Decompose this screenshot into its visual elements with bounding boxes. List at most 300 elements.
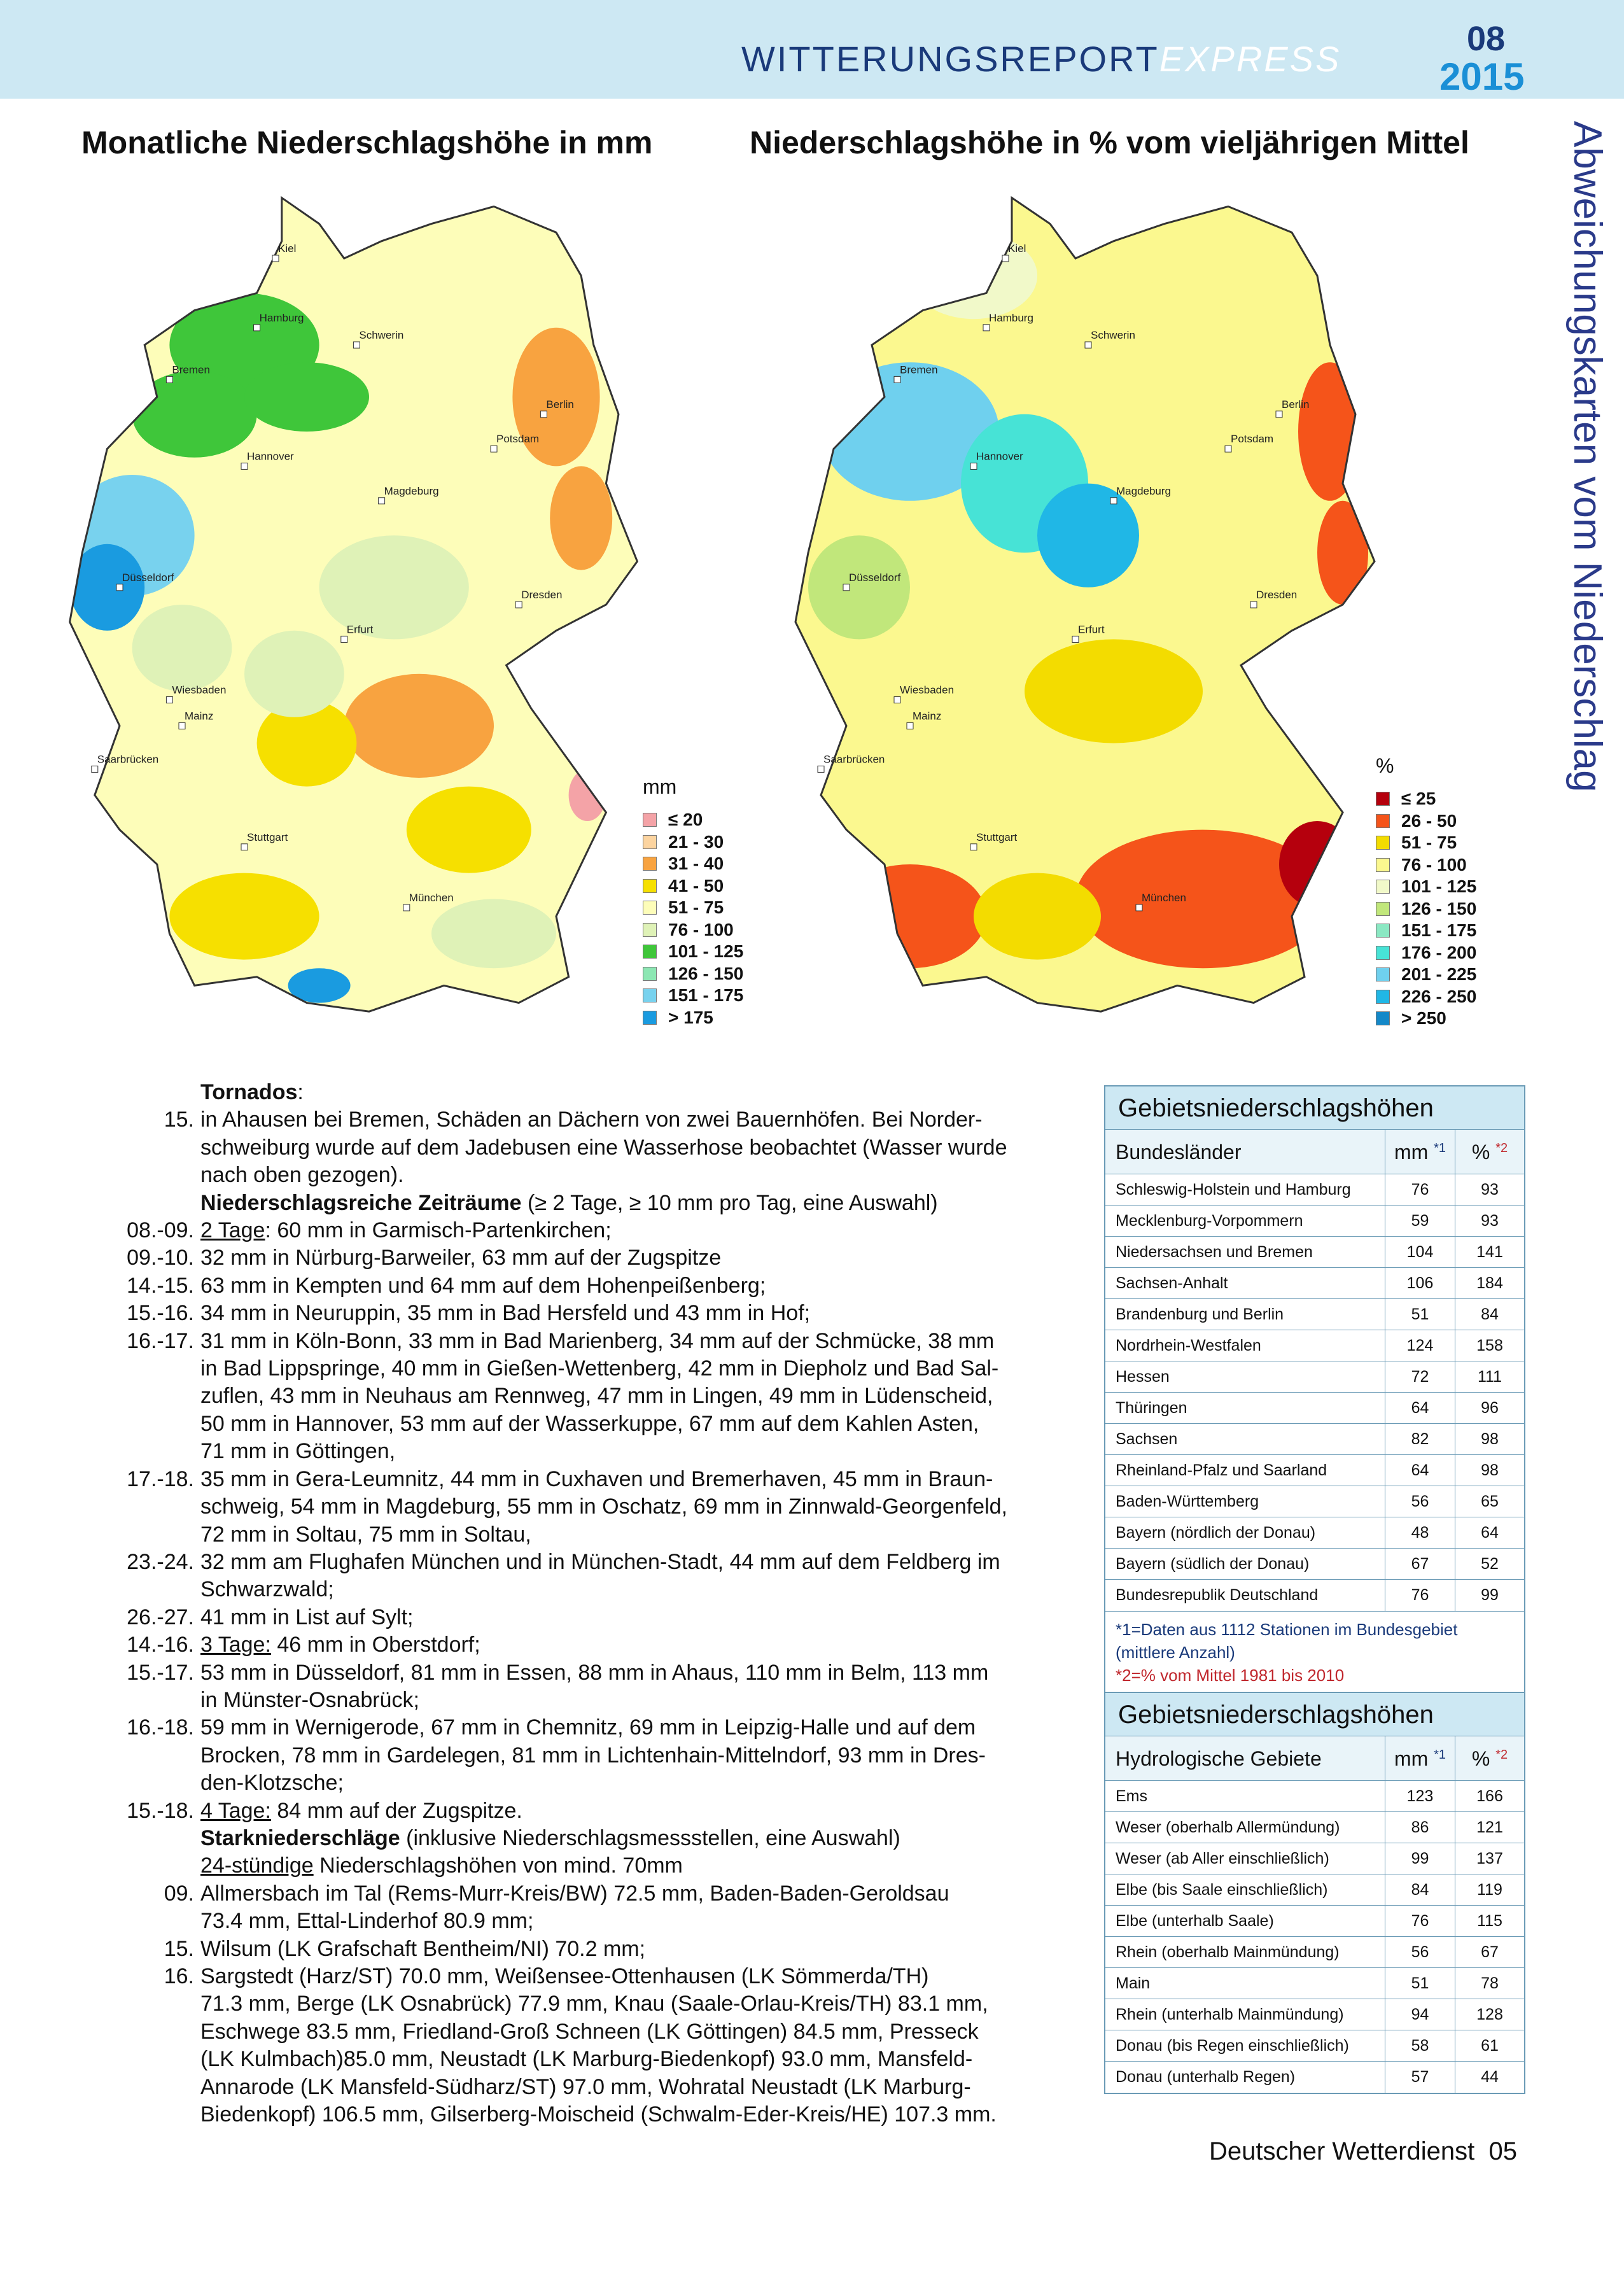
issue-year: 2015 <box>1439 55 1525 98</box>
table-header <box>1105 1736 1524 1781</box>
table-cell: 137 <box>1476 1850 1503 1867</box>
city-marker <box>1225 446 1231 452</box>
col-mm: mm $^{*1}$ <box>1385 1130 1455 1174</box>
legend-unit: % <box>1376 754 1394 777</box>
legend-item <box>1376 876 1476 898</box>
city-marker <box>515 601 522 608</box>
city-marker <box>894 376 900 383</box>
table-row <box>1105 1906 1524 1937</box>
text-line: Tornados: <box>200 1080 304 1104</box>
legend-percent <box>1376 754 1476 1030</box>
city-label: Hamburg <box>259 311 304 324</box>
city-marker <box>1250 601 1257 608</box>
map-area <box>244 362 369 432</box>
table-row <box>1105 1812 1524 1843</box>
table-cell: Niedersachsen und Bremen <box>1105 1237 1385 1267</box>
text-line: 15.-16. 34 mm in Neuruppin, 35 mm in Bad Hersfeld und 43 mm in Hof; <box>95 1300 1088 1327</box>
table-cell: 84 <box>1385 1874 1455 1905</box>
text-line: Starkniederschläge (inklusive Niederschlagsmessstellen, eine Auswahl) <box>200 1825 900 1850</box>
legend-swatch <box>1376 858 1390 872</box>
city-label: Schwerin <box>359 329 404 341</box>
text-line: 16.-17. 31 mm in Köln-Bonn, 33 mm in Bad Marienberg, 34 mm auf der Schmücke, 38 mm <box>95 1328 1088 1355</box>
legend-swatch <box>643 901 657 915</box>
table-row <box>1105 1937 1524 1968</box>
city-marker <box>907 722 913 729</box>
text-line: 15. in Ahausen bei Bremen, Schäden an Dächern von zwei Bauernhöfen. Bei Norder- <box>95 1106 1088 1134</box>
legend-label: 76 - 100 <box>668 919 734 939</box>
table-row <box>1105 1268 1524 1299</box>
text-line: 15.-17. 53 mm in Düsseldorf, 81 mm in Essen, 88 mm in Ahaus, 110 mm in Belm, 113 mm <box>95 1659 1088 1687</box>
table-row <box>1105 1486 1524 1517</box>
date-range: 15.-16. <box>127 1301 194 1326</box>
text-line: 71.3 mm, Berge (LK Osnabrück) 77.9 mm, Knau (Saale-Orlau-Kreis/TH) 83.1 mm, <box>200 1992 988 2016</box>
table-row <box>1105 1968 1524 1999</box>
city-label: Potsdam <box>1231 433 1274 446</box>
table-cell: 104 <box>1385 1237 1455 1267</box>
table-cell: Weser (oberhalb Allermündung) <box>1105 1812 1385 1843</box>
city-label: Kiel <box>278 243 297 255</box>
table-title: Gebietsniederschlagshöhen <box>1105 1693 1524 1736</box>
city-marker <box>341 636 347 642</box>
table-row <box>1105 1299 1524 1330</box>
map-area <box>244 631 344 717</box>
legend-item <box>643 1007 743 1029</box>
city-marker <box>241 844 248 850</box>
table-cell: 64 <box>1385 1393 1455 1423</box>
date-range: 15. <box>164 1936 194 1961</box>
legend-swatch <box>643 813 657 827</box>
table-cell: 124 <box>1385 1330 1455 1361</box>
table-row <box>1105 1517 1524 1549</box>
city-label: Bremen <box>900 363 938 376</box>
table-cell: 115 <box>1477 1912 1502 1930</box>
text-line: Eschwege 83.5 mm, Friedland-Groß Schneen (LK Göttingen) 84.5 mm, Presseck <box>200 2019 979 2044</box>
table-cell: 56 <box>1385 1937 1455 1967</box>
city-label: Hannover <box>247 450 294 463</box>
germany-map <box>57 172 681 1037</box>
date-range: 17.-18. <box>127 1466 194 1491</box>
city-label: Stuttgart <box>976 831 1018 843</box>
table-cell: Bayern (südlich der Donau) <box>1105 1549 1385 1579</box>
table-row <box>1105 1455 1524 1486</box>
city-marker <box>353 342 360 348</box>
map-area <box>319 535 469 639</box>
text-line: schweiburg wurde auf dem Jadebusen eine Wasserhose beobachtet (Wasser wurde <box>200 1135 1007 1160</box>
text-line: 09.-10. 32 mm in Nürburg-Barweiler, 63 mm auf der Zugspitze <box>95 1244 1088 1272</box>
city-label: München <box>409 892 454 904</box>
text-line: 50 mm in Hannover, 53 mm auf der Wasserkuppe, 67 mm auf dem Kahlen Asten, <box>200 1411 979 1436</box>
table-cell: Sachsen-Anhalt <box>1105 1268 1385 1298</box>
legend-swatch <box>643 988 657 1002</box>
text-line: Niederschlagsreiche Zeiträume (≥ 2 Tage, ≥ 10 mm pro Tag, eine Auswahl) <box>200 1190 938 1215</box>
date-range: 16. <box>164 1964 194 1988</box>
legend-label: 176 - 200 <box>1401 942 1477 962</box>
legend-item <box>643 831 743 854</box>
table-cell: 78 <box>1481 1974 1499 1992</box>
col-percent: % $^{*2}$ <box>1471 1747 1508 1770</box>
table-cell: 141 <box>1476 1243 1503 1261</box>
page-footer: Deutscher Wetterdienst 05 <box>1209 2137 1517 2165</box>
table-row <box>1105 2030 1524 2062</box>
legend-item <box>1376 788 1476 810</box>
legend-swatch <box>1376 1011 1390 1025</box>
city-label: Magdeburg <box>384 484 439 497</box>
table-row <box>1105 1549 1524 1580</box>
legend-label: 76 - 100 <box>1401 854 1467 875</box>
table-cell: Rhein (oberhalb Mainmündung) <box>1105 1937 1385 1967</box>
table-row <box>1105 1393 1524 1424</box>
legend-label: > 175 <box>668 1007 713 1027</box>
table-title: Gebietsniederschlagshöhen <box>1105 1086 1524 1130</box>
map-area <box>808 535 910 639</box>
legend-swatch <box>1376 880 1390 894</box>
table-cell: 44 <box>1481 2068 1499 2086</box>
map-area <box>999 752 1152 838</box>
map-area <box>1037 484 1139 587</box>
map-area <box>974 873 1101 960</box>
legend-item <box>1376 1008 1476 1030</box>
table-row <box>1105 1237 1524 1268</box>
map-left-title: Monatliche Niederschlagshöhe in mm <box>81 125 653 160</box>
legend-item <box>643 809 743 831</box>
date-range: 08.-09. <box>127 1218 194 1243</box>
table-cell: 111 <box>1477 1368 1502 1386</box>
table-cell: 51 <box>1385 1299 1455 1330</box>
city-marker <box>491 446 497 452</box>
table-cell: 99 <box>1481 1586 1499 1604</box>
legend-label: ≤ 20 <box>668 810 703 830</box>
map-area <box>512 328 599 467</box>
legend-label: 126 - 150 <box>1401 898 1477 918</box>
table-cell: 119 <box>1477 1881 1502 1899</box>
date-range: 15.-18. <box>127 1798 194 1823</box>
legend-swatch <box>643 857 657 871</box>
city-label: Magdeburg <box>1116 484 1172 497</box>
legend-unit: mm <box>643 775 677 798</box>
legend-swatch <box>1376 814 1390 828</box>
table-cell: 57 <box>1385 2062 1455 2093</box>
text-line: in Münster-Osnabrück; <box>200 1687 419 1712</box>
city-label: Berlin <box>546 398 574 411</box>
table-cell: Bundesrepublik Deutschland <box>1105 1580 1385 1611</box>
legend-swatch <box>1376 967 1390 981</box>
map-area <box>1317 501 1368 605</box>
table-cell: Baden-Württemberg <box>1105 1486 1385 1517</box>
table-cell: 93 <box>1481 1212 1499 1230</box>
legend-item <box>1376 854 1476 876</box>
table-hydrologische-gebiete <box>1104 1692 1525 2094</box>
city-marker <box>1085 342 1091 348</box>
text-line: Biedenkopf) 106.5 mm, Gilserberg-Moischeid (Schwalm-Eder-Kreis/HE) 107.3 mm. <box>200 2102 997 2127</box>
date-range: 15.-17. <box>127 1660 194 1685</box>
date-range: 16.-18. <box>127 1715 194 1740</box>
legend-swatch <box>1376 990 1390 1004</box>
legend-item <box>1376 810 1476 833</box>
table-cell: 123 <box>1385 1781 1455 1811</box>
map-area <box>344 674 494 778</box>
city-marker <box>970 844 977 850</box>
map-area <box>1025 639 1203 743</box>
city-marker <box>92 766 98 772</box>
legend-item <box>643 853 743 875</box>
city-label: Hannover <box>976 450 1023 463</box>
city-marker <box>179 722 185 729</box>
legend-item <box>643 963 743 985</box>
table-cell: 76 <box>1385 1906 1455 1936</box>
legend-label: 21 - 30 <box>668 831 724 852</box>
legend-swatch <box>643 945 657 959</box>
col-region: Hydrologische Gebiete <box>1105 1736 1385 1780</box>
table-cell: 76 <box>1385 1174 1455 1205</box>
text-line: Brocken, 78 mm in Gardelegen, 81 mm in Lichtenhain-Mittelndorf, 93 mm in Dres- <box>200 1743 986 1768</box>
legend-label: 151 - 175 <box>668 985 744 1006</box>
table-cell: 184 <box>1476 1274 1503 1292</box>
city-label: Wiesbaden <box>172 684 227 696</box>
text-line: in Bad Lippspringe, 40 mm in Gießen-Wettenberg, 42 mm in Diepholz und Bad Sal- <box>200 1356 999 1381</box>
city-marker <box>983 325 990 331</box>
table-cell: Bayern (nördlich der Donau) <box>1105 1517 1385 1548</box>
city-marker <box>241 463 248 469</box>
map-area <box>569 769 606 821</box>
table-row <box>1105 1424 1524 1455</box>
legend-swatch <box>1376 946 1390 960</box>
section-heading: Tornados <box>200 1080 298 1104</box>
col-mm: mm $^{*1}$ <box>1385 1736 1455 1780</box>
city-label: Hamburg <box>989 311 1033 324</box>
city-label: Saarbrücken <box>823 753 885 766</box>
text-line: 71 mm in Göttingen, <box>200 1439 396 1464</box>
col-region: Bundesländer <box>1105 1130 1385 1174</box>
city-marker <box>970 463 977 469</box>
text-line: Schwarzwald; <box>200 1577 334 1602</box>
city-label: Potsdam <box>496 433 540 446</box>
table-cell: 67 <box>1481 1943 1499 1961</box>
city-label: Düsseldorf <box>122 571 174 584</box>
text-line: 08.-09. 2 Tage: 60 mm in Garmisch-Partenkirchen; <box>95 1217 1088 1244</box>
map-area <box>132 605 232 691</box>
table-cell: 67 <box>1385 1549 1455 1579</box>
city-marker <box>1136 904 1142 911</box>
table-cell: 166 <box>1476 1787 1503 1805</box>
legend-item <box>1376 964 1476 986</box>
date-range: 09. <box>164 1881 194 1906</box>
table-cell: Main <box>1105 1968 1385 1999</box>
table-footnote: *1=Daten aus 1112 Stationen im Bundesgebiet (mittlere Anzahl) *2=% vom Mittel 1981 bis 2010 <box>1105 1611 1524 1693</box>
table-row <box>1105 1206 1524 1237</box>
city-marker <box>403 904 410 911</box>
table-cell: 93 <box>1481 1181 1499 1199</box>
text-line: zuflen, 43 mm in Neuhaus am Rennweg, 47 mm in Lingen, 49 mm in Lüdenscheid, <box>200 1384 993 1409</box>
table-cell: 76 <box>1385 1580 1455 1611</box>
map-area <box>132 371 257 458</box>
city-label: Erfurt <box>346 623 374 636</box>
text-line: 72 mm in Soltau, 75 mm in Soltau, <box>200 1522 531 1547</box>
date-range: 15. <box>164 1107 194 1132</box>
legend-item <box>643 919 743 941</box>
city-label: Mainz <box>913 710 942 722</box>
text-line: 17.-18. 35 mm in Gera-Leumnitz, 44 mm in Cuxhaven und Bremerhaven, 45 mm in Braun- <box>95 1466 1088 1493</box>
legend-label: 126 - 150 <box>668 963 744 983</box>
text-line: 73.4 mm, Ettal-Linderhof 80.9 mm; <box>200 1909 534 1934</box>
map-area <box>550 466 612 570</box>
section-heading: Starkniederschläge <box>200 1825 400 1850</box>
table-cell: 128 <box>1476 2006 1503 2023</box>
table-cell: Elbe (bis Saale einschließlich) <box>1105 1874 1385 1905</box>
city-marker <box>1072 636 1079 642</box>
table-cell: Thüringen <box>1105 1393 1385 1423</box>
table-header <box>1105 1130 1524 1174</box>
date-range: 14.-16. <box>127 1633 194 1657</box>
date-range: 23.-24. <box>127 1549 194 1574</box>
text-line: 09. Allmersbach im Tal (Rems-Murr-Kreis/BW) 72.5 mm, Baden-Baden-Geroldsau <box>95 1880 1088 1908</box>
table-cell: 58 <box>1385 2030 1455 2061</box>
table-cell: Hessen <box>1105 1361 1385 1392</box>
legend-label: 101 - 125 <box>668 941 744 962</box>
date-range: 16.-17. <box>127 1328 194 1353</box>
table-cell: 82 <box>1385 1424 1455 1454</box>
table-cell: 86 <box>1385 1812 1455 1843</box>
precipitation-map-mm <box>57 172 681 1037</box>
text-line: Annarode (LK Mansfeld-Südharz/ST) 97.0 mm, Wohratal Neustadt (LK Marburg- <box>200 2074 971 2099</box>
text-line: den-Klotzsche; <box>200 1771 344 1796</box>
legend-swatch <box>643 835 657 849</box>
table-cell: 61 <box>1481 2037 1499 2055</box>
legend-swatch <box>1376 902 1390 916</box>
table-cell: Donau (bis Regen einschließlich) <box>1105 2030 1385 2061</box>
header-band <box>0 0 1624 99</box>
city-label: Dresden <box>521 589 563 601</box>
city-marker <box>166 697 172 703</box>
date-range: 26.-27. <box>127 1605 194 1629</box>
city-label: Schwerin <box>1091 329 1135 341</box>
city-marker <box>540 411 547 418</box>
report-title: WITTERUNGSREPORTEXPRESS <box>741 39 1341 79</box>
legend-swatch <box>1376 924 1390 938</box>
table-cell: 96 <box>1481 1399 1499 1417</box>
table-cell: Rheinland-Pfalz und Saarland <box>1105 1455 1385 1486</box>
event-list <box>95 1079 1088 2128</box>
legend-swatch <box>643 1011 657 1025</box>
table-row <box>1105 2062 1524 2093</box>
duration-label: 4 Tage: <box>200 1798 271 1823</box>
text-line: (LK Kulmbach)85.0 mm, Neustadt (LK Marburg-Biedenkopf) 93.0 mm, Mansfeld- <box>200 2047 973 2072</box>
legend-label: 201 - 225 <box>1401 964 1477 985</box>
table-cell: Nordrhein-Westfalen <box>1105 1330 1385 1361</box>
legend-item <box>1376 942 1476 964</box>
table-cell: 84 <box>1481 1305 1499 1323</box>
city-marker <box>166 376 172 383</box>
city-label: Saarbrücken <box>97 753 159 766</box>
city-label: Stuttgart <box>247 831 288 843</box>
legend-label: 226 - 250 <box>1401 986 1477 1006</box>
legend-item <box>1376 986 1476 1008</box>
table-cell: 98 <box>1481 1430 1499 1448</box>
city-marker <box>1110 498 1117 504</box>
text-line: 26.-27. 41 mm in List auf Sylt; <box>95 1604 1088 1631</box>
precipitation-map-percent <box>783 172 1419 1037</box>
city-label: Dresden <box>1256 589 1298 601</box>
map-area <box>1101 276 1279 414</box>
map-area <box>431 899 556 968</box>
table-row <box>1105 1361 1524 1393</box>
legend-swatch <box>643 923 657 937</box>
duration-label: 3 Tage: <box>200 1633 271 1657</box>
table-cell: 64 <box>1385 1455 1455 1486</box>
table-cell: 59 <box>1385 1206 1455 1236</box>
city-marker <box>1276 411 1282 418</box>
legend-label: 151 - 175 <box>1401 920 1477 941</box>
table-cell: Mecklenburg-Vorpommern <box>1105 1206 1385 1236</box>
table-row <box>1105 1874 1524 1906</box>
table-cell: 56 <box>1385 1486 1455 1517</box>
text-line: 15.-18. 4 Tage: 84 mm auf der Zugspitze. <box>95 1797 1088 1825</box>
city-label: Erfurt <box>1078 623 1105 636</box>
legend-mm <box>643 775 743 1029</box>
date-range: 14.-15. <box>127 1273 194 1298</box>
text-line: 24-stündige Niederschlagshöhen von mind. 70mm <box>200 1853 683 1878</box>
legend-item <box>643 985 743 1007</box>
city-label: Bremen <box>172 363 210 376</box>
city-marker <box>894 697 900 703</box>
table-cell: Weser (ab Aller einschließlich) <box>1105 1843 1385 1874</box>
city-label: Kiel <box>1008 243 1026 255</box>
table-cell: Brandenburg und Berlin <box>1105 1299 1385 1330</box>
text-line: 16. Sargstedt (Harz/ST) 70.0 mm, Weißensee-Ottenhausen (LK Sömmerda/TH) <box>95 1963 1088 1990</box>
table-cell: 99 <box>1385 1843 1455 1874</box>
city-marker <box>818 766 824 772</box>
table-cell: 94 <box>1385 1999 1455 2030</box>
table-row <box>1105 1999 1524 2030</box>
table-cell: Elbe (unterhalb Saale) <box>1105 1906 1385 1936</box>
table-row <box>1105 1330 1524 1361</box>
legend-swatch <box>1376 792 1390 806</box>
section-heading: Niederschlagsreiche Zeiträume <box>200 1190 522 1215</box>
table-cell: 121 <box>1476 1818 1503 1836</box>
table-cell: 48 <box>1385 1517 1455 1548</box>
text-line: schweig, 54 mm in Magdeburg, 55 mm in Oschatz, 69 mm in Zinnwald-Georgenfeld, <box>200 1494 1007 1519</box>
city-marker <box>116 584 123 591</box>
city-label: Mainz <box>185 710 214 722</box>
issue-month: 08 <box>1466 20 1506 58</box>
city-marker <box>1002 255 1009 262</box>
col-percent: % $^{*2}$ <box>1471 1141 1508 1164</box>
table-cell: 98 <box>1481 1461 1499 1479</box>
duration-label: 24-stündige <box>200 1853 314 1878</box>
legend-item <box>643 875 743 897</box>
table-cell: Rhein (unterhalb Mainmündung) <box>1105 1999 1385 2030</box>
duration-label: 2 Tage <box>200 1218 265 1243</box>
table-cell: 64 <box>1481 1524 1499 1542</box>
table-row <box>1105 1580 1524 1611</box>
city-label: München <box>1142 892 1186 904</box>
text-line: 23.-24. 32 mm am Flughafen München und in München-Stadt, 44 mm auf dem Feldberg im <box>95 1549 1088 1576</box>
legend-item <box>643 897 743 919</box>
table-cell: 106 <box>1385 1268 1455 1298</box>
legend-item <box>1376 920 1476 942</box>
legend-item <box>1376 898 1476 920</box>
table-bundeslaender <box>1104 1085 1525 1694</box>
table-cell: 51 <box>1385 1968 1455 1999</box>
text-line: 14.-15. 63 mm in Kempten und 64 mm auf dem Hohenpeißenberg; <box>95 1272 1088 1300</box>
city-label: Wiesbaden <box>900 684 955 696</box>
legend-swatch <box>1376 836 1390 850</box>
city-marker <box>843 584 850 591</box>
legend-label: 31 - 40 <box>668 854 724 874</box>
legend-swatch <box>643 967 657 981</box>
table-cell: Donau (unterhalb Regen) <box>1105 2062 1385 2093</box>
legend-item <box>643 941 743 963</box>
text-line: 15. Wilsum (LK Grafschaft Bentheim/NI) 70.2 mm; <box>95 1936 1088 1963</box>
